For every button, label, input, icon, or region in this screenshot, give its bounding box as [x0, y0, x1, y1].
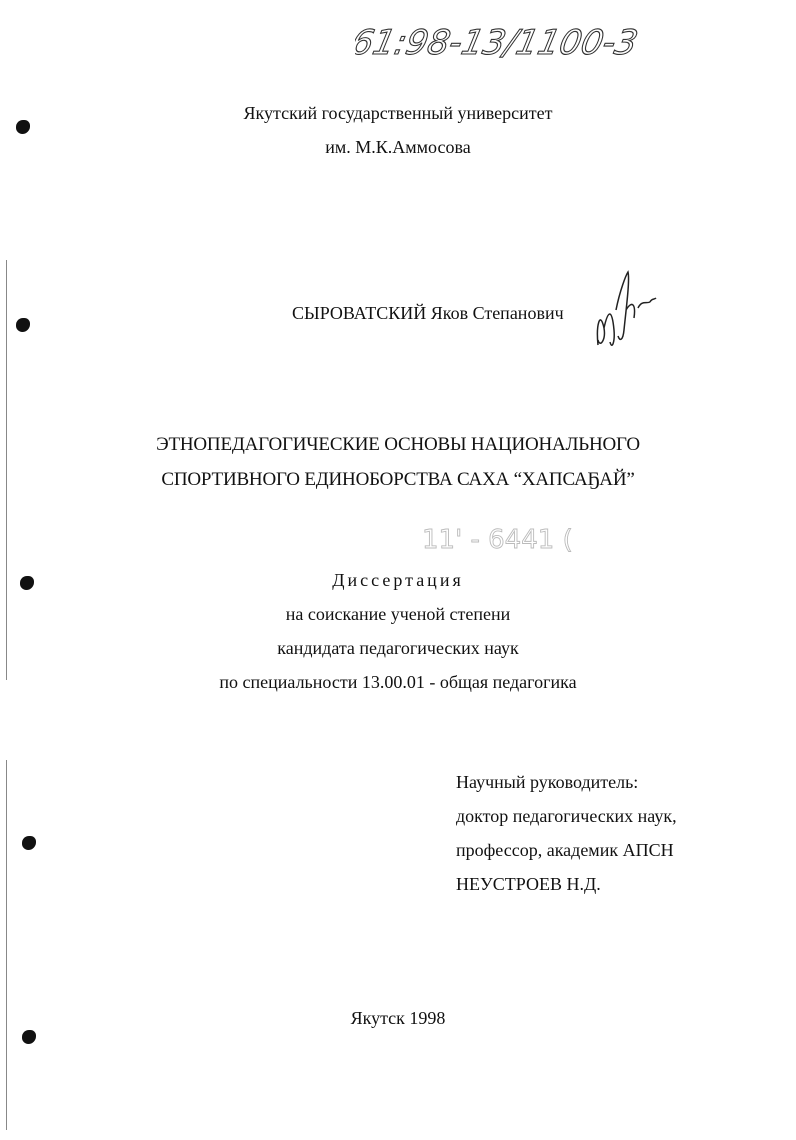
- degree-line-1: на соискание ученой степени: [285, 604, 511, 624]
- punch-hole-mark: [16, 318, 30, 332]
- thesis-title-line-1: ЭТНОПЕДАГОГИЧЕСКИЕ ОСНОВЫ НАЦИОНАЛЬНОГО: [156, 434, 640, 455]
- signature-drawing: [590, 270, 660, 360]
- specialty: по специальности 13.00.01 - общая педагогика: [219, 672, 577, 692]
- handwritten-archive-number: [355, 18, 685, 73]
- handwritten-number-drawing: [355, 18, 685, 68]
- punch-hole-mark: [22, 1030, 36, 1044]
- supervisor-block: [456, 771, 677, 895]
- author-signature: [590, 270, 660, 365]
- handwritten-text: 61:98-13/1100-3: [355, 23, 642, 63]
- scan-edge-line: [6, 760, 7, 1130]
- degree-line-2: кандидата педагогических наук: [277, 638, 519, 658]
- place-and-year: Якутск 1998: [350, 1008, 446, 1028]
- author-name: СЫРОВАТСКИЙ Яков Степанович: [292, 303, 564, 323]
- supervisor-label: Научный руководитель:: [456, 772, 639, 792]
- university-honorific: им. М.К.Аммосова: [325, 137, 471, 157]
- faint-stamp-drawing: [420, 518, 600, 558]
- document-type: Диссертация: [332, 570, 464, 590]
- punch-hole-mark: [22, 836, 36, 850]
- faint-stamp: [420, 518, 600, 563]
- supervisor-title: профессор, академик АПСН: [456, 840, 674, 860]
- faint-stamp-text: 11' - 6441 (: [422, 525, 573, 555]
- university-name: Якутский государственный университет: [243, 103, 553, 123]
- supervisor-degree: доктор педагогических наук,: [456, 806, 677, 826]
- thesis-title-line-2: СПОРТИВНОГО ЕДИНОБОРСТВА САХА “ХАПСАҔАЙ”: [161, 469, 635, 490]
- supervisor-name: НЕУСТРОЕВ Н.Д.: [456, 874, 601, 894]
